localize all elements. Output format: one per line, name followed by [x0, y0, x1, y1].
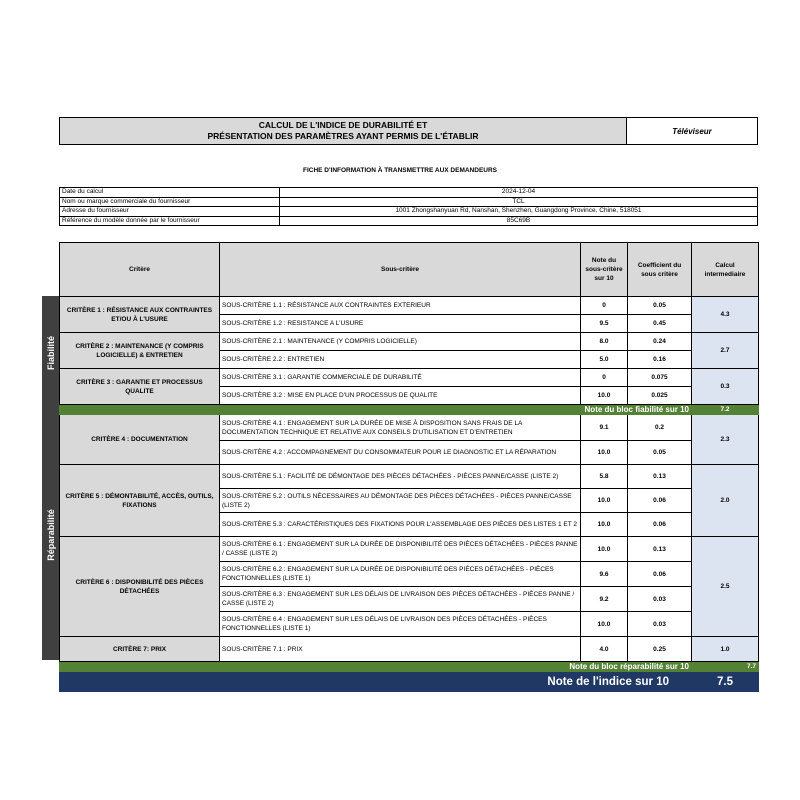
- info-label: Adresse du fournisseur: [60, 207, 280, 217]
- fiche-subtitle: FICHE D'INFORMATION À TRANSMETTRE AUX DEMANDEURS: [302, 167, 497, 174]
- critere-6-calcul: 2.5: [692, 537, 759, 637]
- info-label: Référence du modèle donnée par le fournisseur: [60, 216, 280, 226]
- column-header-note: Note du sous-critère sur 10: [581, 243, 628, 297]
- sous-critere-coef: 0.05: [628, 441, 692, 465]
- sous-critere-label: SOUS-CRITÈRE 6.2 : ENGAGEMENT SUR LA DURÉE DE DISPONIBILITÉ DES PIÈCES DÉTACHÉES - PIÈCES FONCTIONNELLES (LISTE 1): [220, 562, 581, 587]
- info-value: 85C69B: [280, 216, 758, 226]
- title-line-2: PRÉSENTATION DES PARAMÈTRES AYANT PERMIS DE L'ÉTABLIR: [207, 131, 479, 141]
- sous-critere-label: SOUS-CRITÈRE 5.2 : OUTILS NÉCESSAIRES AU DÉMONTAGE DES PIÈCES DÉTACHÉES - PIÈCES PANNE/CASSE (LISTE 2): [220, 489, 581, 513]
- sous-critere-label: SOUS-CRITÈRE 3.2 : MISE EN PLACE D'UN PROCESSUS DE QUALITE: [220, 387, 581, 405]
- critere-5-calcul: 2.0: [692, 465, 759, 537]
- bloc-reparabilite-value: 7.7: [692, 662, 759, 672]
- durability-index-table: [59, 242, 759, 692]
- final-score-label: Note de l'indice sur 10: [60, 672, 692, 692]
- critere-7-label: CRITÈRE 7: PRIX: [60, 637, 220, 662]
- critere-3-label: CRITÈRE 3 : GARANTIE ET PROCESSUS QUALITE: [60, 369, 220, 405]
- sous-critere-coef: 0.05: [628, 297, 692, 315]
- sous-critere-label: SOUS-CRITÈRE 4.1 : ENGAGEMENT SUR LA DURÉE DE MISE À DISPOSITION SANS FRAIS DE LA DOCUMENTATION TECHNIQUE ET RELATIVE AUX CONSEILS D'UTILISATION ET D'ENTRETIEN: [220, 415, 581, 441]
- sous-critere-label: SOUS-CRITÈRE 5.1 : FACILITÉ DE DÉMONTAGE DES PIÈCES DÉTACHÉES - PIÈCES PANNE/CASSE (LISTE 2): [220, 465, 581, 489]
- sous-critere-note: 8.0: [581, 333, 628, 351]
- sous-critere-label: SOUS-CRITÈRE 1.2 : RESISTANCE A L'USURE: [220, 315, 581, 333]
- final-score-row: [60, 672, 759, 692]
- sous-critere-note: 10.0: [581, 489, 628, 513]
- table-row: [60, 465, 759, 489]
- info-row: [60, 197, 758, 207]
- bloc-fiabilite-row: [60, 405, 759, 415]
- sous-critere-coef: 0.06: [628, 489, 692, 513]
- bloc-reparabilite-row: [60, 662, 759, 672]
- sous-critere-label: SOUS-CRITÈRE 1.1 : RÉSISTANCE AUX CONTRAINTES EXTERIEUR: [220, 297, 581, 315]
- column-header-coef: Coefficient du sous critère: [628, 243, 692, 297]
- table-row: [60, 637, 759, 662]
- sous-critere-coef: 0.03: [628, 612, 692, 637]
- sous-critere-note: 10.0: [581, 612, 628, 637]
- sous-critere-label: SOUS-CRITÈRE 5.3 : CARACTÉRISTIQUES DES FIXATIONS POUR L'ASSEMBLAGE DES PIÈCES DES LISTES 1 ET 2: [220, 513, 581, 537]
- sous-critere-label: SOUS-CRITÈRE 2.1 : MAINTENANCE (Y COMPRIS LOGICIELLE): [220, 333, 581, 351]
- critere-2-label: CRITÈRE 2 : MAINTENANCE (Y COMPRIS LOGICIELLE) & ENTRETIEN: [60, 333, 220, 369]
- sous-critere-note: 5.0: [581, 351, 628, 369]
- sous-critere-coef: 0.03: [628, 587, 692, 612]
- sous-critere-note: 9.5: [581, 315, 628, 333]
- sous-critere-coef: 0.13: [628, 537, 692, 562]
- product-category: Téléviseur: [627, 117, 758, 145]
- sous-critere-note: 5.8: [581, 465, 628, 489]
- side-label-fiabilite: Fiabilité: [42, 296, 59, 410]
- info-value: 1001 Zhongshanyuan Rd, Nanshan, Shenzhen, Guangdong Province, Chine, 518051: [280, 207, 758, 217]
- info-row: [60, 188, 758, 198]
- table-row: [60, 333, 759, 351]
- sous-critere-label: SOUS-CRITÈRE 6.1 : ENGAGEMENT SUR LA DURÉE DE DISPONIBILITÉ DES PIÈCES DÉTACHÉES - PIÈCES PANNE / CASSE (LISTE 2): [220, 537, 581, 562]
- supplier-info-table: [59, 187, 758, 226]
- critere-4-calcul: 2.3: [692, 415, 759, 465]
- bloc-fiabilite-label: Note du bloc fiabilité sur 10: [60, 405, 692, 415]
- bloc-fiabilite-value: 7.2: [692, 405, 759, 415]
- critere-7-calcul: 1.0: [692, 637, 759, 662]
- document-title: [59, 117, 627, 145]
- sous-critere-note: 10.0: [581, 441, 628, 465]
- table-row: [60, 415, 759, 441]
- sous-critere-coef: 0.025: [628, 387, 692, 405]
- sous-critere-label: SOUS-CRITÈRE 2.2 : ENTRETIEN: [220, 351, 581, 369]
- critere-2-calcul: 2.7: [692, 333, 759, 369]
- table-row: [60, 537, 759, 562]
- sous-critere-label: SOUS-CRITÈRE 7.1 : PRIX: [220, 637, 581, 662]
- sous-critere-coef: 0.2: [628, 415, 692, 441]
- column-header-sous-critere: Sous-critère: [220, 243, 581, 297]
- info-value: TCL: [280, 197, 758, 207]
- sous-critere-note: 10.0: [581, 513, 628, 537]
- sous-critere-label: SOUS-CRITÈRE 3.1 : GARANTIE COMMERCIALE DE DURABILITÉ: [220, 369, 581, 387]
- sous-critere-label: SOUS-CRITÈRE 6.4 : ENGAGEMENT SUR LES DÉLAIS DE LIVRAISON DES PIÈCES DÉTACHÉES - PIÈCES FONCTIONNELLES (LISTE 1): [220, 612, 581, 637]
- sous-critere-note: 10.0: [581, 387, 628, 405]
- info-label: Nom ou marque commerciale du fournisseur: [60, 197, 280, 207]
- sous-critere-coef: 0.45: [628, 315, 692, 333]
- info-value: 2024-12-04: [280, 188, 758, 198]
- sous-critere-coef: 0.06: [628, 562, 692, 587]
- sous-critere-note: 0: [581, 297, 628, 315]
- sous-critere-coef: 0.075: [628, 369, 692, 387]
- sous-critere-coef: 0.24: [628, 333, 692, 351]
- sous-critere-label: SOUS-CRITÈRE 4.2 : ACCOMPAGNEMENT DU CONSOMMATEUR POUR LE DIAGNOSTIC ET LA RÉPARATION: [220, 441, 581, 465]
- sous-critere-note: 0: [581, 369, 628, 387]
- column-header-critere: Critère: [60, 243, 220, 297]
- table-header-row: [60, 243, 759, 297]
- table-row: [60, 369, 759, 387]
- critere-1-label: CRITÈRE 1 : RÉSISTANCE AUX CONTRAINTES ET/OU À L'USURE: [60, 297, 220, 333]
- sous-critere-coef: 0.16: [628, 351, 692, 369]
- sous-critere-coef: 0.13: [628, 465, 692, 489]
- critere-3-calcul: 0.3: [692, 369, 759, 405]
- sous-critere-coef: 0.25: [628, 637, 692, 662]
- title-line-1: CALCUL DE L'INDICE DE DURABILITÉ ET: [258, 120, 428, 130]
- sous-critere-note: 4.0: [581, 637, 628, 662]
- final-score-value: 7.5: [692, 672, 759, 692]
- sous-critere-note: 9.6: [581, 562, 628, 587]
- column-header-calcul: Calcul intermediaire: [692, 243, 759, 297]
- critere-6-label: CRITÈRE 6 : DISPONIBILITÉ DES PIÈCES DÉTACHÉES: [60, 537, 220, 637]
- info-row: [60, 216, 758, 226]
- critere-5-label: CRITÈRE 5 : DÉMONTABILITÉ, ACCÈS, OUTILS, FIXATIONS: [60, 465, 220, 537]
- side-label-reparabilite: Réparabilité: [42, 410, 59, 660]
- critere-4-label: CRITÈRE 4 : DOCUMENTATION: [60, 415, 220, 465]
- critere-1-calcul: 4.3: [692, 297, 759, 333]
- sous-critere-note: 10.0: [581, 537, 628, 562]
- bloc-reparabilite-label: Note du bloc réparabilité sur 10: [60, 662, 692, 672]
- info-label: Date du calcul: [60, 188, 280, 198]
- table-row: [60, 297, 759, 315]
- sous-critere-coef: 0.06: [628, 513, 692, 537]
- sous-critere-label: SOUS-CRITÈRE 6.3 : ENGAGEMENT SUR LES DÉLAIS DE LIVRAISON DES PIÈCES DÉTACHÉES - PIÈCES PANNE / CASSE (LISTE 2): [220, 587, 581, 612]
- info-row: [60, 207, 758, 217]
- sous-critere-note: 9.1: [581, 415, 628, 441]
- sous-critere-note: 9.2: [581, 587, 628, 612]
